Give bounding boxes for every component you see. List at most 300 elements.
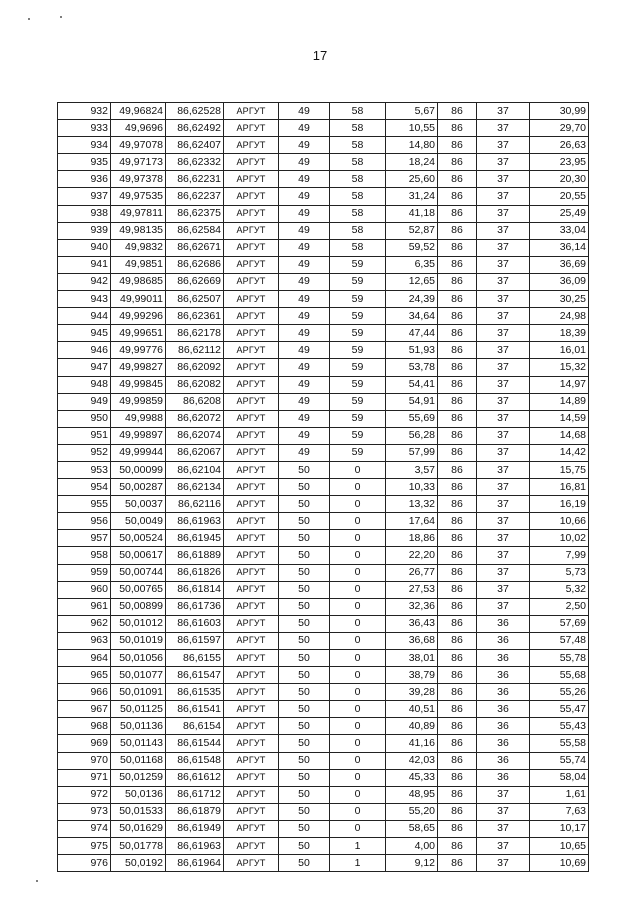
table-row [58, 632, 589, 649]
latitude-seconds-cell: 38,79 [386, 667, 438, 684]
latitude-seconds-cell: 6,35 [386, 256, 438, 273]
longitude-degrees-cell: 86 [438, 222, 477, 239]
longitude-degrees-cell: 86 [438, 735, 477, 752]
longitude-minutes-cell: 37 [477, 547, 530, 564]
latitude-degrees-cell: 49 [279, 376, 330, 393]
point-number-cell: 936 [58, 171, 111, 188]
latitude-decimal-cell: 49,9696 [111, 120, 166, 137]
point-number-cell: 963 [58, 632, 111, 649]
longitude-minutes-cell: 37 [477, 803, 530, 820]
latitude-minutes-cell: 59 [330, 393, 386, 410]
latitude-degrees-cell: 49 [279, 427, 330, 444]
longitude-seconds-cell: 30,25 [530, 291, 589, 308]
longitude-degrees-cell: 86 [438, 256, 477, 273]
longitude-minutes-cell: 36 [477, 701, 530, 718]
longitude-minutes-cell: 37 [477, 291, 530, 308]
latitude-seconds-cell: 58,65 [386, 820, 438, 837]
longitude-degrees-cell: 86 [438, 137, 477, 154]
scan-speck [28, 18, 30, 20]
latitude-decimal-cell: 50,01143 [111, 735, 166, 752]
station-name-cell: АРГУТ [224, 256, 279, 273]
longitude-seconds-cell: 36,09 [530, 273, 589, 290]
longitude-degrees-cell: 86 [438, 325, 477, 342]
latitude-minutes-cell: 59 [330, 376, 386, 393]
latitude-minutes-cell: 59 [330, 342, 386, 359]
latitude-minutes-cell: 0 [330, 667, 386, 684]
longitude-decimal-cell: 86,61889 [166, 547, 224, 564]
station-name-cell: АРГУТ [224, 513, 279, 530]
latitude-decimal-cell: 50,01012 [111, 615, 166, 632]
latitude-degrees-cell: 50 [279, 461, 330, 478]
latitude-decimal-cell: 50,00524 [111, 530, 166, 547]
latitude-minutes-cell: 58 [330, 154, 386, 171]
longitude-seconds-cell: 20,55 [530, 188, 589, 205]
latitude-degrees-cell: 50 [279, 803, 330, 820]
longitude-degrees-cell: 86 [438, 820, 477, 837]
longitude-decimal-cell: 86,6208 [166, 393, 224, 410]
table-row [58, 701, 589, 718]
longitude-seconds-cell: 57,69 [530, 615, 589, 632]
latitude-decimal-cell: 49,98135 [111, 222, 166, 239]
station-name-cell: АРГУТ [224, 650, 279, 667]
latitude-seconds-cell: 40,89 [386, 718, 438, 735]
point-number-cell: 968 [58, 718, 111, 735]
station-name-cell: АРГУТ [224, 188, 279, 205]
latitude-decimal-cell: 50,01168 [111, 752, 166, 769]
latitude-decimal-cell: 50,01019 [111, 632, 166, 649]
station-name-cell: АРГУТ [224, 171, 279, 188]
longitude-minutes-cell: 37 [477, 103, 530, 120]
station-name-cell: АРГУТ [224, 342, 279, 359]
station-name-cell: АРГУТ [224, 410, 279, 427]
longitude-degrees-cell: 86 [438, 530, 477, 547]
station-name-cell: АРГУТ [224, 239, 279, 256]
longitude-minutes-cell: 37 [477, 581, 530, 598]
longitude-seconds-cell: 30,99 [530, 103, 589, 120]
latitude-degrees-cell: 50 [279, 650, 330, 667]
longitude-decimal-cell: 86,6154 [166, 718, 224, 735]
longitude-degrees-cell: 86 [438, 803, 477, 820]
table-row [58, 838, 589, 855]
point-number-cell: 962 [58, 615, 111, 632]
latitude-degrees-cell: 49 [279, 103, 330, 120]
point-number-cell: 940 [58, 239, 111, 256]
station-name-cell: АРГУТ [224, 359, 279, 376]
table-row [58, 530, 589, 547]
longitude-degrees-cell: 86 [438, 667, 477, 684]
station-name-cell: АРГУТ [224, 564, 279, 581]
longitude-seconds-cell: 55,58 [530, 735, 589, 752]
longitude-seconds-cell: 10,65 [530, 838, 589, 855]
point-number-cell: 955 [58, 496, 111, 513]
latitude-seconds-cell: 47,44 [386, 325, 438, 342]
longitude-seconds-cell: 58,04 [530, 769, 589, 786]
longitude-minutes-cell: 37 [477, 222, 530, 239]
longitude-decimal-cell: 86,61712 [166, 786, 224, 803]
latitude-minutes-cell: 0 [330, 615, 386, 632]
latitude-minutes-cell: 59 [330, 308, 386, 325]
latitude-degrees-cell: 50 [279, 701, 330, 718]
table-row [58, 359, 589, 376]
latitude-minutes-cell: 58 [330, 120, 386, 137]
longitude-minutes-cell: 37 [477, 325, 530, 342]
longitude-decimal-cell: 86,62507 [166, 291, 224, 308]
longitude-degrees-cell: 86 [438, 752, 477, 769]
latitude-seconds-cell: 36,68 [386, 632, 438, 649]
station-name-cell: АРГУТ [224, 120, 279, 137]
latitude-decimal-cell: 50,00765 [111, 581, 166, 598]
latitude-degrees-cell: 50 [279, 496, 330, 513]
point-number-cell: 935 [58, 154, 111, 171]
latitude-seconds-cell: 41,16 [386, 735, 438, 752]
latitude-decimal-cell: 50,01125 [111, 701, 166, 718]
latitude-minutes-cell: 0 [330, 461, 386, 478]
table-row [58, 205, 589, 222]
point-number-cell: 950 [58, 410, 111, 427]
point-number-cell: 952 [58, 444, 111, 461]
point-number-cell: 959 [58, 564, 111, 581]
longitude-decimal-cell: 86,61826 [166, 564, 224, 581]
longitude-degrees-cell: 86 [438, 786, 477, 803]
longitude-seconds-cell: 25,49 [530, 205, 589, 222]
longitude-minutes-cell: 37 [477, 410, 530, 427]
latitude-decimal-cell: 49,99651 [111, 325, 166, 342]
latitude-degrees-cell: 50 [279, 838, 330, 855]
latitude-decimal-cell: 49,9832 [111, 239, 166, 256]
longitude-seconds-cell: 16,81 [530, 479, 589, 496]
table-row [58, 496, 589, 513]
table-row [58, 291, 589, 308]
table-row [58, 684, 589, 701]
latitude-minutes-cell: 0 [330, 513, 386, 530]
scan-speck [36, 880, 38, 882]
longitude-degrees-cell: 86 [438, 581, 477, 598]
longitude-decimal-cell: 86,62074 [166, 427, 224, 444]
station-name-cell: АРГУТ [224, 820, 279, 837]
station-name-cell: АРГУТ [224, 855, 279, 872]
longitude-decimal-cell: 86,62237 [166, 188, 224, 205]
table-row [58, 752, 589, 769]
station-name-cell: АРГУТ [224, 479, 279, 496]
latitude-decimal-cell: 49,97078 [111, 137, 166, 154]
station-name-cell: АРГУТ [224, 786, 279, 803]
latitude-minutes-cell: 59 [330, 444, 386, 461]
point-number-cell: 954 [58, 479, 111, 496]
latitude-minutes-cell: 1 [330, 838, 386, 855]
latitude-degrees-cell: 50 [279, 735, 330, 752]
latitude-seconds-cell: 12,65 [386, 273, 438, 290]
latitude-decimal-cell: 49,96824 [111, 103, 166, 120]
longitude-seconds-cell: 29,70 [530, 120, 589, 137]
station-name-cell: АРГУТ [224, 137, 279, 154]
longitude-minutes-cell: 37 [477, 855, 530, 872]
latitude-seconds-cell: 51,93 [386, 342, 438, 359]
latitude-decimal-cell: 50,0037 [111, 496, 166, 513]
latitude-seconds-cell: 59,52 [386, 239, 438, 256]
station-name-cell: АРГУТ [224, 769, 279, 786]
table-row [58, 256, 589, 273]
longitude-decimal-cell: 86,62492 [166, 120, 224, 137]
longitude-minutes-cell: 36 [477, 615, 530, 632]
longitude-decimal-cell: 86,61963 [166, 838, 224, 855]
latitude-seconds-cell: 55,69 [386, 410, 438, 427]
latitude-seconds-cell: 18,24 [386, 154, 438, 171]
point-number-cell: 947 [58, 359, 111, 376]
table-row [58, 427, 589, 444]
longitude-minutes-cell: 37 [477, 171, 530, 188]
latitude-minutes-cell: 0 [330, 803, 386, 820]
longitude-degrees-cell: 86 [438, 564, 477, 581]
latitude-decimal-cell: 50,00287 [111, 479, 166, 496]
latitude-decimal-cell: 50,01533 [111, 803, 166, 820]
longitude-seconds-cell: 15,32 [530, 359, 589, 376]
latitude-degrees-cell: 49 [279, 154, 330, 171]
point-number-cell: 970 [58, 752, 111, 769]
table-row [58, 718, 589, 735]
point-number-cell: 960 [58, 581, 111, 598]
page-number: 17 [312, 48, 328, 63]
latitude-decimal-cell: 50,01778 [111, 838, 166, 855]
latitude-degrees-cell: 50 [279, 855, 330, 872]
latitude-minutes-cell: 58 [330, 239, 386, 256]
longitude-degrees-cell: 86 [438, 838, 477, 855]
latitude-degrees-cell: 50 [279, 786, 330, 803]
table-row [58, 120, 589, 137]
station-name-cell: АРГУТ [224, 376, 279, 393]
latitude-minutes-cell: 0 [330, 786, 386, 803]
longitude-decimal-cell: 86,62092 [166, 359, 224, 376]
latitude-degrees-cell: 49 [279, 120, 330, 137]
longitude-seconds-cell: 36,14 [530, 239, 589, 256]
station-name-cell: АРГУТ [224, 752, 279, 769]
latitude-seconds-cell: 53,78 [386, 359, 438, 376]
longitude-degrees-cell: 86 [438, 496, 477, 513]
table-row [58, 581, 589, 598]
point-number-cell: 953 [58, 461, 111, 478]
longitude-seconds-cell: 55,26 [530, 684, 589, 701]
point-number-cell: 932 [58, 103, 111, 120]
table-row [58, 513, 589, 530]
table-row [58, 769, 589, 786]
latitude-minutes-cell: 0 [330, 735, 386, 752]
latitude-seconds-cell: 31,24 [386, 188, 438, 205]
longitude-decimal-cell: 86,62134 [166, 479, 224, 496]
table-row [58, 393, 589, 410]
longitude-decimal-cell: 86,61535 [166, 684, 224, 701]
latitude-seconds-cell: 52,87 [386, 222, 438, 239]
latitude-degrees-cell: 50 [279, 479, 330, 496]
station-name-cell: АРГУТ [224, 581, 279, 598]
latitude-minutes-cell: 59 [330, 291, 386, 308]
longitude-minutes-cell: 37 [477, 188, 530, 205]
latitude-decimal-cell: 50,00744 [111, 564, 166, 581]
latitude-seconds-cell: 4,00 [386, 838, 438, 855]
longitude-seconds-cell: 16,19 [530, 496, 589, 513]
longitude-degrees-cell: 86 [438, 359, 477, 376]
longitude-seconds-cell: 26,63 [530, 137, 589, 154]
station-name-cell: АРГУТ [224, 444, 279, 461]
table-row [58, 803, 589, 820]
longitude-minutes-cell: 37 [477, 342, 530, 359]
longitude-seconds-cell: 23,95 [530, 154, 589, 171]
point-number-cell: 939 [58, 222, 111, 239]
longitude-decimal-cell: 86,62104 [166, 461, 224, 478]
longitude-minutes-cell: 36 [477, 667, 530, 684]
latitude-seconds-cell: 42,03 [386, 752, 438, 769]
latitude-degrees-cell: 50 [279, 752, 330, 769]
longitude-minutes-cell: 36 [477, 752, 530, 769]
point-number-cell: 967 [58, 701, 111, 718]
station-name-cell: АРГУТ [224, 427, 279, 444]
longitude-decimal-cell: 86,62332 [166, 154, 224, 171]
longitude-seconds-cell: 55,47 [530, 701, 589, 718]
station-name-cell: АРГУТ [224, 154, 279, 171]
latitude-minutes-cell: 0 [330, 684, 386, 701]
latitude-seconds-cell: 45,33 [386, 769, 438, 786]
longitude-degrees-cell: 86 [438, 718, 477, 735]
station-name-cell: АРГУТ [224, 735, 279, 752]
latitude-minutes-cell: 1 [330, 855, 386, 872]
latitude-seconds-cell: 34,64 [386, 308, 438, 325]
longitude-degrees-cell: 86 [438, 513, 477, 530]
longitude-minutes-cell: 37 [477, 273, 530, 290]
latitude-seconds-cell: 36,43 [386, 615, 438, 632]
station-name-cell: АРГУТ [224, 205, 279, 222]
latitude-seconds-cell: 14,80 [386, 137, 438, 154]
longitude-minutes-cell: 37 [477, 427, 530, 444]
latitude-minutes-cell: 0 [330, 701, 386, 718]
table-row [58, 188, 589, 205]
longitude-degrees-cell: 86 [438, 615, 477, 632]
table-row [58, 444, 589, 461]
latitude-seconds-cell: 41,18 [386, 205, 438, 222]
latitude-decimal-cell: 50,01136 [111, 718, 166, 735]
latitude-decimal-cell: 50,01091 [111, 684, 166, 701]
station-name-cell: АРГУТ [224, 530, 279, 547]
latitude-seconds-cell: 3,57 [386, 461, 438, 478]
point-number-cell: 941 [58, 256, 111, 273]
latitude-degrees-cell: 49 [279, 205, 330, 222]
longitude-minutes-cell: 37 [477, 376, 530, 393]
longitude-seconds-cell: 10,17 [530, 820, 589, 837]
longitude-minutes-cell: 36 [477, 769, 530, 786]
longitude-decimal-cell: 86,62361 [166, 308, 224, 325]
longitude-degrees-cell: 86 [438, 376, 477, 393]
longitude-degrees-cell: 86 [438, 239, 477, 256]
latitude-decimal-cell: 49,99296 [111, 308, 166, 325]
latitude-degrees-cell: 49 [279, 137, 330, 154]
latitude-minutes-cell: 58 [330, 137, 386, 154]
longitude-minutes-cell: 37 [477, 461, 530, 478]
latitude-degrees-cell: 50 [279, 547, 330, 564]
longitude-minutes-cell: 36 [477, 650, 530, 667]
latitude-degrees-cell: 49 [279, 410, 330, 427]
latitude-decimal-cell: 49,99897 [111, 427, 166, 444]
point-number-cell: 944 [58, 308, 111, 325]
latitude-decimal-cell: 49,99827 [111, 359, 166, 376]
latitude-decimal-cell: 50,0192 [111, 855, 166, 872]
station-name-cell: АРГУТ [224, 598, 279, 615]
latitude-degrees-cell: 50 [279, 684, 330, 701]
longitude-seconds-cell: 7,63 [530, 803, 589, 820]
longitude-degrees-cell: 86 [438, 855, 477, 872]
latitude-degrees-cell: 50 [279, 718, 330, 735]
longitude-seconds-cell: 14,42 [530, 444, 589, 461]
longitude-minutes-cell: 37 [477, 838, 530, 855]
longitude-minutes-cell: 37 [477, 479, 530, 496]
station-name-cell: АРГУТ [224, 461, 279, 478]
longitude-seconds-cell: 18,39 [530, 325, 589, 342]
point-number-cell: 957 [58, 530, 111, 547]
latitude-minutes-cell: 0 [330, 581, 386, 598]
longitude-decimal-cell: 86,62082 [166, 376, 224, 393]
longitude-decimal-cell: 86,61964 [166, 855, 224, 872]
station-name-cell: АРГУТ [224, 684, 279, 701]
longitude-minutes-cell: 37 [477, 496, 530, 513]
latitude-decimal-cell: 49,99011 [111, 291, 166, 308]
longitude-degrees-cell: 86 [438, 393, 477, 410]
latitude-minutes-cell: 59 [330, 256, 386, 273]
longitude-seconds-cell: 10,66 [530, 513, 589, 530]
station-name-cell: АРГУТ [224, 547, 279, 564]
longitude-seconds-cell: 55,74 [530, 752, 589, 769]
table-row [58, 222, 589, 239]
point-number-cell: 937 [58, 188, 111, 205]
table-row [58, 786, 589, 803]
latitude-decimal-cell: 49,99776 [111, 342, 166, 359]
longitude-minutes-cell: 36 [477, 718, 530, 735]
longitude-minutes-cell: 37 [477, 239, 530, 256]
point-number-cell: 961 [58, 598, 111, 615]
latitude-decimal-cell: 50,01077 [111, 667, 166, 684]
station-name-cell: АРГУТ [224, 615, 279, 632]
latitude-seconds-cell: 32,36 [386, 598, 438, 615]
latitude-degrees-cell: 49 [279, 393, 330, 410]
longitude-decimal-cell: 86,61963 [166, 513, 224, 530]
station-name-cell: АРГУТ [224, 273, 279, 290]
point-number-cell: 972 [58, 786, 111, 803]
table-row [58, 667, 589, 684]
longitude-decimal-cell: 86,62178 [166, 325, 224, 342]
latitude-degrees-cell: 49 [279, 188, 330, 205]
longitude-minutes-cell: 37 [477, 120, 530, 137]
longitude-decimal-cell: 86,61548 [166, 752, 224, 769]
latitude-seconds-cell: 22,20 [386, 547, 438, 564]
longitude-degrees-cell: 86 [438, 273, 477, 290]
latitude-minutes-cell: 58 [330, 222, 386, 239]
longitude-decimal-cell: 86,62584 [166, 222, 224, 239]
table-row [58, 103, 589, 120]
longitude-degrees-cell: 86 [438, 684, 477, 701]
latitude-decimal-cell: 49,99859 [111, 393, 166, 410]
latitude-minutes-cell: 59 [330, 273, 386, 290]
station-name-cell: АРГУТ [224, 222, 279, 239]
longitude-minutes-cell: 37 [477, 444, 530, 461]
longitude-degrees-cell: 86 [438, 769, 477, 786]
point-number-cell: 976 [58, 855, 111, 872]
station-name-cell: АРГУТ [224, 393, 279, 410]
table-row [58, 137, 589, 154]
longitude-minutes-cell: 36 [477, 632, 530, 649]
table-row [58, 461, 589, 478]
latitude-seconds-cell: 24,39 [386, 291, 438, 308]
longitude-minutes-cell: 37 [477, 598, 530, 615]
longitude-decimal-cell: 86,61949 [166, 820, 224, 837]
longitude-minutes-cell: 37 [477, 256, 530, 273]
longitude-seconds-cell: 57,48 [530, 632, 589, 649]
station-name-cell: АРГУТ [224, 103, 279, 120]
longitude-seconds-cell: 24,98 [530, 308, 589, 325]
